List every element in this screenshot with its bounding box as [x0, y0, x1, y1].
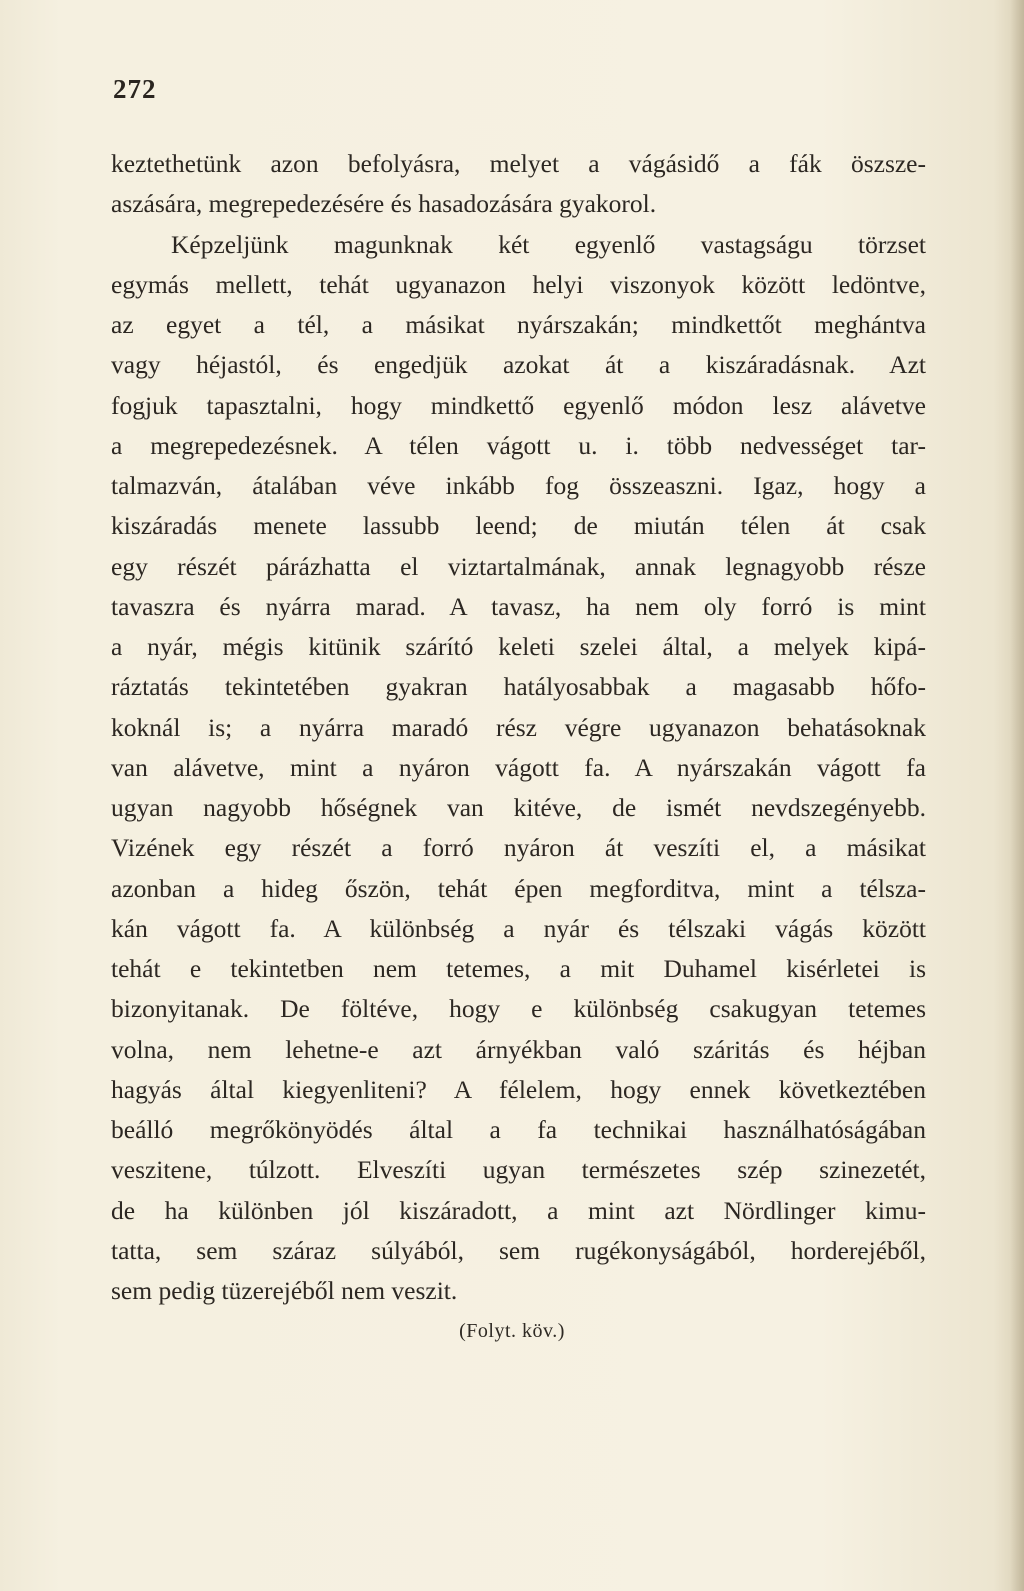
text-line: ugyan nagyobb hőségnek van kitéve, de ismét nevdszegényebb. — [111, 793, 926, 822]
text-line: keztethetünk azon befolyásra, melyet a vágásidő a fák öszsze- — [111, 149, 926, 178]
text-line: tehát e tekintetben nem tetemes, a mit Duhamel kisérletei is — [111, 954, 926, 983]
text-line: Képzeljünk magunknak két egyenlő vastagságu törzset — [171, 229, 926, 259]
text-line: ráztatás tekintetében gyakran hatályosabbak a magasabb hőfo- — [111, 672, 926, 702]
text-line: kán vágott fa. A különbség a nyár és télszaki vágás között — [111, 913, 926, 943]
text-line: a nyár, mégis kitünik szárító keleti szelei által, a melyek kipá- — [111, 632, 926, 661]
text-line: aszására, megrepedezésére és hasadozására gyakorol. — [111, 189, 657, 219]
text-line: tavaszra és nyárra marad. A tavasz, ha nem oly forró is mint — [111, 591, 926, 621]
text-line: egymás mellett, tehát ugyanazon helyi viszonyok között ledöntve, — [111, 269, 926, 299]
text-line: talmazván, átalában véve inkább fog összeaszni. Igaz, hogy a — [111, 471, 926, 500]
continuation-label: (Folyt. köv.) — [459, 1320, 565, 1342]
text-line: vagy héjastól, és engedjük azokat át a kiszáradásnak. Azt — [111, 350, 926, 380]
text-line: veszitene, túlzott. Elveszíti ugyan természetes szép szinezetét, — [111, 1155, 926, 1185]
text-line: tatta, sem száraz súlyából, sem rugékonyságából, horderejéből, — [111, 1235, 926, 1265]
text-line: sem pedig tüzerejéből nem veszit. — [111, 1276, 458, 1305]
text-line: hagyás által kiegyenliteni? A félelem, hogy ennek következtében — [111, 1074, 926, 1104]
page-number: 272 — [113, 74, 157, 104]
text-line: koknál is; a nyárra maradó rész végre ugyanazon behatásoknak — [111, 712, 926, 742]
text-line: volna, nem lehetne-e azt árnyékban való száritás és héjban — [111, 1034, 926, 1064]
text-line: azonban a hideg őszön, tehát épen megforditva, mint a télsza- — [111, 873, 926, 903]
text-line: a megrepedezésnek. A télen vágott u. i. több nedvességet tar- — [111, 430, 926, 460]
text-line: fogjuk tapasztalni, hogy mindkettő egyenlő módon lesz alávetve — [111, 390, 926, 420]
text-line: az egyet a tél, a másikat nyárszakán; mindkettőt meghántva — [111, 310, 926, 339]
continuation-note — [0, 1320, 1024, 1343]
text-line: bizonyitanak. De föltéve, hogy e különbség csakugyan tetemes — [111, 994, 926, 1024]
page-edge-shadow — [1010, 0, 1024, 1591]
text-line: beálló megrőkönyödés által a fa technikai használhatóságában — [111, 1115, 926, 1144]
text-line: egy részét párázhatta el viztartalmának, annak legnagyobb része — [111, 551, 926, 581]
text-line: van alávetve, mint a nyáron vágott fa. A nyárszakán vágott fa — [111, 752, 926, 782]
text-line: Vizének egy részét a forró nyáron át veszíti el, a másikat — [111, 833, 926, 863]
text-line: de ha különben jól kiszáradott, a mint azt Nördlinger kimu- — [111, 1195, 926, 1225]
body-text — [111, 144, 926, 1311]
text-line: kiszáradás menete lassubb leend; de miután télen át csak — [111, 511, 926, 541]
